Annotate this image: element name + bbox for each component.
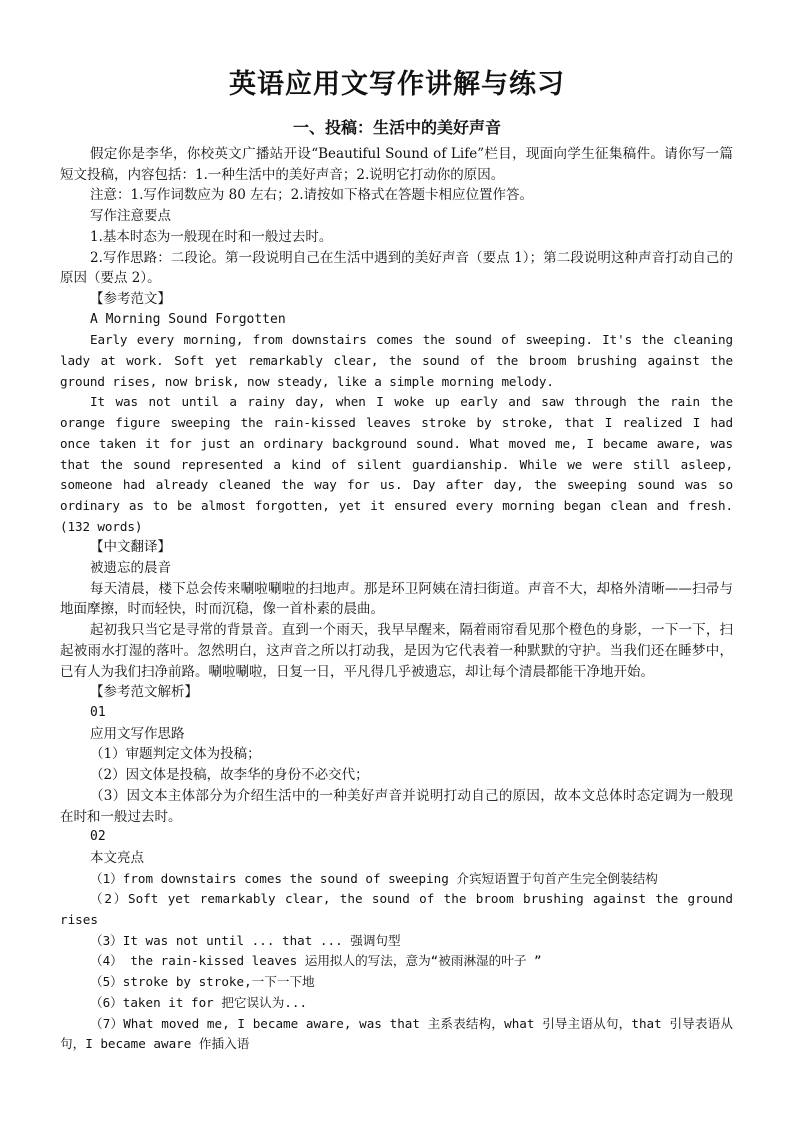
translation-paragraph: 每天清晨，楼下总会传来唰啦唰啦的扫地声。那是环卫阿姨在清扫街道。声音不大，却格外清晰——扫帚与地面摩擦，时而轻快，时而沉稳，像一首朴素的晨曲。 (60, 580, 733, 618)
writing-points-heading: 写作注意要点 (90, 208, 171, 225)
model-essay-paragraph: Early every morning, from downstairs comes the sound of sweeping. It's the cleaning lady at work. Soft yet remarkably clear, the sound of the broom brushing against the ground rises, now brisk, now steady, like a simple morning melody. (60, 332, 733, 389)
translation-paragraph: 起初我只当它是寻常的背景音。直到一个雨天，我早早醒来，隔着雨帘看见那个橙色的身影，一下一下，扫起被雨水打湿的落叶。忽然明白，这声音之所以打动我，是因为它代表着一种默默的守护。当我们还在睡梦中，已有人为我们扫净前路。唰啦唰啦，日复一日，平凡得几乎被遗忘，却让每个清晨都能干净地开始。 (60, 622, 733, 680)
model-essay-label: 【参考范文】 (90, 290, 171, 307)
model-essay-paragraph: It was not until a rainy day, when I woke up early and saw through the rain the orange figure sweeping the rain-kissed leaves stroke by stroke, that I realized I had once taken it for just an ordinary background sound. What moved me, I became aware, was that the sound represented a kind of silent guardianship. While we were still asleep, someone had already cleaned the way for us. Day after day, the sweeping sound was so ordinary as to be almost forgotten, yet it ensured every morning began clean and fresh. (132 words) (60, 394, 733, 534)
analysis-label: 【参考范文解析】 (90, 684, 198, 701)
analysis-part-heading: 本文亮点 (90, 849, 144, 866)
highlight-item: （7）What moved me, I became aware, was that 主系表结构，what 引导主语从句，that 引导表语从句，I became aware 作插入语 (60, 1015, 733, 1052)
analysis-item: （1）审题判定文体为投稿； (90, 746, 261, 763)
model-essay-title: A Morning Sound Forgotten (90, 311, 286, 327)
analysis-part-number: 02 (90, 829, 106, 845)
highlight-item: （1）from downstairs comes the sound of sweeping 介宾短语置于句首产生完全倒装结构 (90, 870, 658, 886)
task-prompt: 假定你是李华，你校英文广播站开设“Beautiful Sound of Life”栏目，现面向学生征集稿件。请你写一篇短文投稿，内容包括：1.一种生活中的美好声音；2.说明它打动你的原因。 (60, 146, 733, 183)
writing-point-item: 2.写作思路：二段论。第一段说明自己在生活中遇到的美好声音（要点 1）；第二段说明这种声音打动自己的原因（要点 2）。 (60, 249, 733, 287)
highlight-item: （2）Soft yet remarkably clear, the sound of the broom brushing against the ground rises (60, 891, 733, 928)
analysis-item: （3）因文本主体部分为介绍生活中的一种美好声音并说明打动自己的原因，故本文总体时态定调为一般现在时和一般过去时。 (60, 787, 733, 825)
task-note: 注意：1.写作词数应为 80 左右；2.请按如下格式在答题卡相应位置作答。 (90, 187, 534, 204)
analysis-part-heading: 应用文写作思路 (90, 725, 185, 742)
section-heading: 一、投稿：生活中的美好声音 (292, 118, 501, 137)
translation-label: 【中文翻译】 (90, 539, 171, 556)
highlight-item: （6）taken it for 把它误认为... (90, 994, 308, 1010)
translation-title: 被遗忘的晨音 (90, 560, 171, 577)
analysis-item: （2）因文体是投稿，故李华的身份不必交代； (90, 767, 369, 784)
highlight-item: （4） the rain-kissed leaves 运用拟人的写法，意为“被雨淋湿的叶子 ” (90, 953, 542, 969)
document-title: 英语应用文写作讲解与练习 (229, 69, 565, 100)
document-body (60, 144, 733, 1055)
highlight-item: （5）stroke by stroke,一下一下地 (90, 974, 315, 990)
writing-point-item: 1.基本时态为一般现在时和一般过去时。 (90, 228, 333, 245)
analysis-part-number: 01 (90, 704, 106, 720)
highlight-item: （3）It was not until ... that ... 强调句型 (90, 932, 401, 948)
